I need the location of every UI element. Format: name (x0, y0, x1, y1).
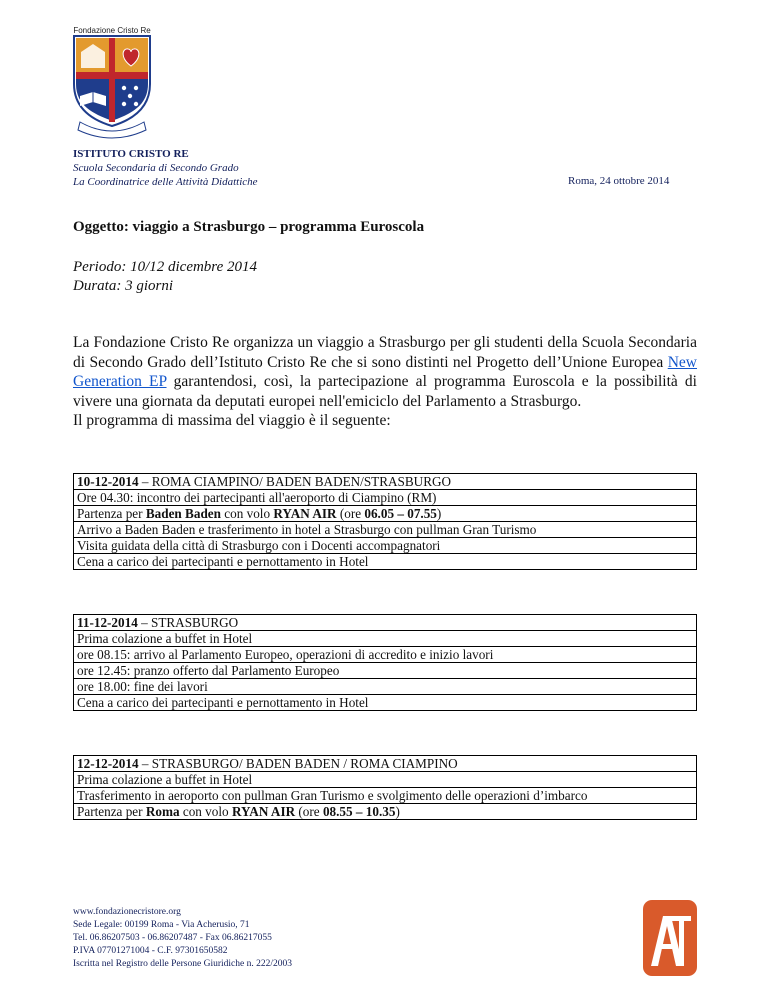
intro-program-line: Il programma di massima del viaggio è il seguente: (73, 412, 391, 429)
flight-text: (ore (295, 804, 323, 819)
intro-paragraph (73, 333, 697, 431)
table-row (74, 647, 697, 663)
flight-text: ) (436, 506, 442, 521)
day-3-table (73, 755, 697, 820)
day-1-visit: Visita guidata della città di Strasburgo con i Docenti accompagnatori (74, 538, 697, 554)
foundation-logo (66, 22, 158, 140)
institute-name: ISTITUTO CRISTO RE (73, 148, 189, 160)
footer-registry: Iscritta nel Registro delle Persone Giuridiche n. 222/2003 (73, 959, 292, 969)
table-row (74, 474, 697, 490)
flight-carrier: RYAN AIR (273, 506, 337, 521)
table-row (74, 631, 697, 647)
day-2-date: 11-12-2014 (77, 615, 138, 630)
table-row (74, 679, 697, 695)
day-2-breakfast: Prima colazione a buffet in Hotel (74, 631, 697, 647)
day-1-transfer: Arrivo a Baden Baden e trasferimento in hotel a Strasburgo con pullman Gran Turismo (74, 522, 697, 538)
footer-address: Sede Legale: 00199 Roma - Via Acherusio, 71 (73, 920, 250, 930)
table-row (74, 788, 697, 804)
shield-crest-icon (66, 22, 158, 140)
table-row (74, 772, 697, 788)
day-2-end: ore 18.00: fine dei lavori (74, 679, 697, 695)
day-1-date: 10-12-2014 (77, 474, 139, 489)
day-1-table (73, 473, 697, 570)
day-2-dinner: Cena a carico dei partecipanti e pernottamento in Hotel (74, 695, 697, 711)
new-generation-ep-link[interactable]: New Generation EP (73, 353, 697, 390)
flight-text: Partenza per (77, 506, 146, 521)
day-1-route: – ROMA CIAMPINO/ BADEN BADEN/STRASBURGO (138, 474, 452, 489)
flight-text: con volo (220, 506, 274, 521)
flight-destination: Roma (145, 804, 180, 819)
table-row (74, 554, 697, 570)
table-row (74, 490, 697, 506)
table-row (74, 804, 697, 820)
logo-caption: Fondazione Cristo Re (73, 26, 151, 35)
day-2-table (73, 614, 697, 711)
sender-role: La Coordinatrice delle Attività Didattiche (73, 176, 258, 188)
trip-period-block (73, 258, 257, 296)
school-name: Scuola Secondaria di Secondo Grado (73, 162, 239, 174)
trip-period: Periodo: 10/12 dicembre 2014 (73, 259, 257, 275)
letter-footer (73, 906, 292, 971)
letter-date: Roma, 24 ottobre 2014 (568, 175, 670, 187)
day-1-dinner: Cena a carico dei partecipanti e pernottamento in Hotel (74, 554, 697, 570)
table-row (74, 663, 697, 679)
table-row (74, 538, 697, 554)
day-3-breakfast: Prima colazione a buffet in Hotel (74, 772, 697, 788)
day-3-route: – STRASBURGO/ BADEN BADEN / ROMA CIAMPINO (138, 756, 458, 771)
letter-subject: Oggetto: viaggio a Strasburgo – programma Euroscola (73, 219, 425, 235)
letter-header (73, 147, 258, 189)
flight-times: 06.05 – 07.55 (364, 506, 437, 521)
day-3-transfer: Trasferimento in aeroporto con pullman Gran Turismo e svolgimento delle operazioni d’imbarco (74, 788, 697, 804)
table-row (74, 615, 697, 631)
intro-text-2: garantendosi, così, la partecipazione al programma Euroscola e la possibilità di vivere una giornata da deputati europei nell'emiciclo del Parlamento a Strasburgo. (73, 373, 697, 410)
footer-phone: Tel. 06.86207503 - 06.86207487 - Fax 06.86217055 (73, 933, 272, 943)
intro-text-1: La Fondazione Cristo Re organizza un viaggio a Strasburgo per gli studenti della Scuola Secondaria di Secondo Grado dell’Istituto Cristo Re che si sono distinti nel Progetto dell’Unione Europea (73, 334, 697, 371)
table-row (74, 756, 697, 772)
flight-destination: Baden Baden (145, 506, 221, 521)
table-row (74, 695, 697, 711)
trip-duration: Durata: 3 giorni (73, 278, 174, 294)
flight-text: Partenza per (77, 804, 146, 819)
footer-website: www.fondazionecristore.org (73, 907, 181, 917)
table-row (74, 522, 697, 538)
flight-carrier: RYAN AIR (231, 804, 296, 819)
day-2-arrival: ore 08.15: arrivo al Parlamento Europeo, operazioni di accredito e inizio lavori (74, 647, 697, 663)
brand-logo (643, 900, 697, 976)
table-row (74, 506, 697, 522)
day-2-route: – STRASBURGO (137, 615, 239, 630)
flight-text: con volo (179, 804, 232, 819)
flight-times: 08.55 – 10.35 (322, 804, 396, 819)
day-1-meet: Ore 04.30: incontro dei partecipanti all'aeroporto di Ciampino (RM) (74, 490, 697, 506)
flight-text: ) (395, 804, 400, 819)
flight-text: (ore (336, 506, 365, 521)
day-2-lunch: ore 12.45: pranzo offerto dal Parlamento Europeo (74, 663, 697, 679)
at-logo-icon (643, 900, 697, 976)
day-3-date: 12-12-2014 (77, 756, 139, 771)
footer-tax: P.IVA 07701271004 - C.F. 97301650582 (73, 946, 228, 956)
